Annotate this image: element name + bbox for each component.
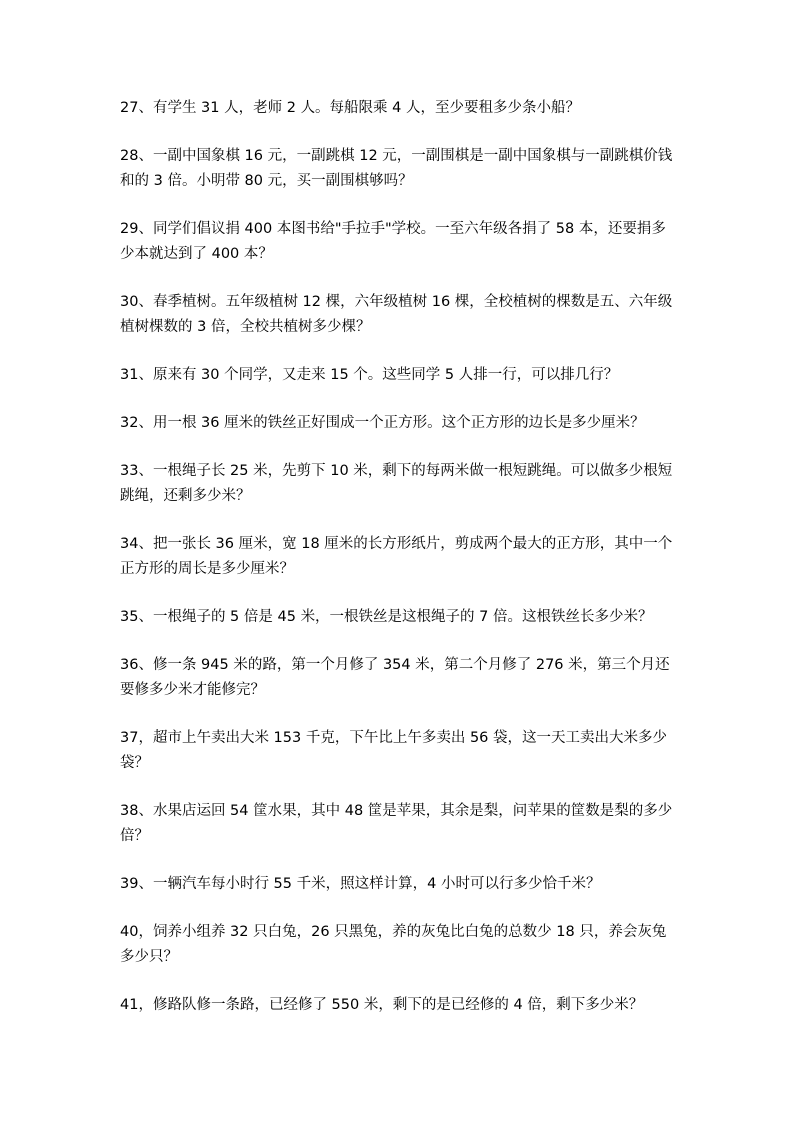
problem-37: 37，超市上午卖出大米 153 千克，下午比上午多卖出 56 袋，这一天工卖出大米多少袋？ <box>120 730 668 771</box>
problem-33: 33、一根绳子长 25 米，先剪下 10 米，剩下的每两米做一根短跳绳。可以做多少根短跳绳，还剩多少米？ <box>120 463 673 504</box>
problem-35: 35、一根绳子的 5 倍是 45 米，一根铁丝是这根绳子的 7 倍。这根铁丝长多少米？ <box>120 609 653 625</box>
problem-34: 34、把一张长 36 厘米，宽 18 厘米的长方形纸片，剪成两个最大的正方形，其中一个正方形的周长是多少厘米？ <box>120 536 673 577</box>
problem-list <box>120 96 676 1041</box>
problem-32: 32、用一根 36 厘米的铁丝正好围成一个正方形。这个正方形的边长是多少厘米？ <box>120 415 645 431</box>
problem-36: 36、修一条 945 米的路，第一个月修了 354 米，第二个月修了 276 米，第三个月还要修多少米才能修完？ <box>120 657 670 698</box>
problem-38: 38、水果店运回 54 筐水果，其中 48 筐是苹果，其余是梨，问苹果的筐数是梨的多少倍？ <box>120 803 673 844</box>
problem-31: 31、原来有 30 个同学，又走来 15 个。这些同学 5 人排一行，可以排几行？ <box>120 367 619 383</box>
problem-29: 29、同学们倡议捐 400 本图书给"手拉手"学校。一至六年级各捐了 58 本，还要捐多少本就达到了 400 本？ <box>120 221 666 262</box>
problem-40: 40，饲养小组养 32 只白兔，26 只黑兔，养的灰兔比白兔的总数少 18 只，养会灰兔多少只？ <box>120 924 667 965</box>
problem-27: 27、有学生 31 人，老师 2 人。每船限乘 4 人，至少要租多少条小船？ <box>120 100 581 116</box>
problem-41: 41，修路队修一条路，已经修了 550 米，剩下的是已经修的 4 倍，剩下多少米？ <box>120 997 644 1013</box>
problem-30: 30、春季植树。五年级植树 12 棵，六年级植树 16 棵，全校植树的棵数是五、六年级植树棵数的 3 倍，全校共植树多少棵？ <box>120 294 673 335</box>
problem-28: 28、一副中国象棋 16 元，一副跳棋 12 元，一副围棋是一副中国象棋与一副跳棋价钱和的 3 倍。小明带 80 元，买一副围棋够吗？ <box>120 148 673 189</box>
problem-39: 39、一辆汽车每小时行 55 千米，照这样计算，4 小时可以行多少恰千米？ <box>120 876 601 892</box>
